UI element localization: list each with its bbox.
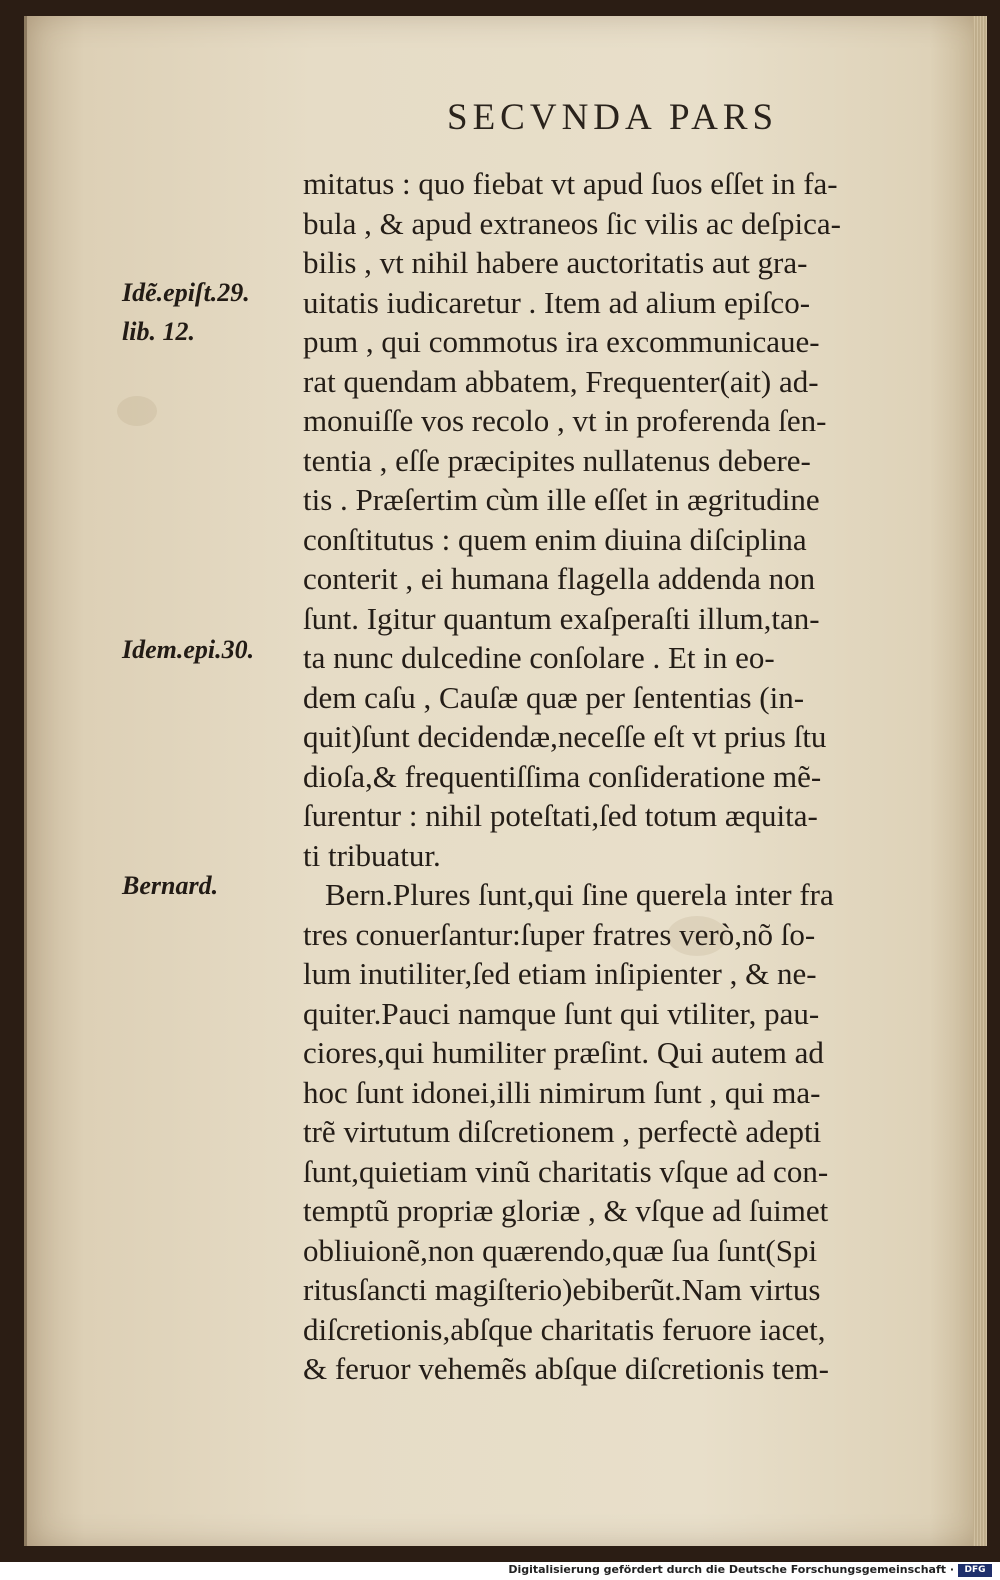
text-line: quit)ſunt decidendæ,neceſſe eſt vt prius ſtu — [303, 719, 827, 754]
dfg-logo: DFG — [958, 1564, 992, 1577]
text-line: pum , qui commotus ira excommunicaue- — [303, 324, 820, 359]
text-line: mitatus : quo fiebat vt apud ſuos eſſet in fa- — [303, 166, 838, 201]
text-line: quiter.Pauci namque ſunt qui vtiliter, pau- — [303, 995, 820, 1031]
text-line: rat quendam abbatem, Frequenter(ait) ad- — [303, 363, 819, 399]
text-line: & feruor vehemẽs abſque diſcretionis tem- — [303, 1351, 829, 1386]
text-line: ti tribuatur. — [303, 837, 441, 873]
text-line: trẽ virtutum diſcretionem , perfectè adepti — [303, 1114, 822, 1149]
text-line: diſcretionis,abſque charitatis feruore iacet, — [303, 1311, 826, 1347]
text-line: uitatis iudicaretur . Item ad alium epiſco- — [303, 284, 811, 320]
body-text — [303, 164, 943, 1389]
text-line: Bern.Plures ſunt,qui ſine querela inter fra — [325, 877, 834, 912]
text-line: tres conuerſantur:ſuper fratres verò,nõ ſo- — [303, 916, 816, 952]
book-page — [24, 16, 987, 1546]
text-line: ta nunc dulcedine conſolare . Et in eo- — [303, 640, 775, 675]
text-line: ſunt. Igitur quantum exaſperaſti illum,tan- — [303, 600, 820, 636]
text-line: conſtitutus : quem enim diuina diſciplina — [303, 521, 807, 557]
text-line: tis . Præſertim cùm ille eſſet in ægritudine — [303, 482, 820, 517]
text-line: bula , & apud extraneos ſic vilis ac deſpica- — [303, 205, 842, 241]
text-line: bilis , vt nihil habere auctoritatis aut gra- — [303, 245, 808, 280]
text-line: ciores,qui humiliter præſint. Qui autem ad — [303, 1035, 824, 1070]
funding-credit: Digitalisierung gefördert durch die Deutsche Forschungsgemeinschaft · — [508, 1563, 954, 1576]
text-line: temptũ propriæ gloriæ , & vſque ad ſuimet — [303, 1193, 829, 1228]
page-edge — [973, 16, 987, 1546]
text-line: dem caſu , Cauſæ quæ per ſententias (in- — [303, 679, 805, 715]
running-head: SECVNDA PARS — [447, 97, 779, 138]
text-line: ritusſancti magiſterio)ebiberũt.Nam virtus — [303, 1272, 821, 1307]
margin-note: lib. 12. — [122, 317, 195, 346]
margin-note: Idem.epi.30. — [122, 635, 255, 664]
text-line: tentia , eſſe præcipites nullatenus debere- — [303, 442, 811, 478]
margin-note: Idẽ.epiſt.29. — [122, 278, 250, 307]
text-line: obliuionẽ,non quærendo,quæ ſua ſunt(Spi — [303, 1232, 818, 1268]
margin-note: Bernard. — [122, 871, 219, 900]
text-line: conterit , ei humana flagella addenda non — [303, 561, 816, 596]
text-line: ſurentur : nihil poteſtati,ſed totum æquita- — [303, 798, 818, 833]
text-line: dioſa,& frequentiſſima conſideratione mẽ- — [303, 758, 822, 794]
text-line: lum inutiliter,ſed etiam inſipienter , & ne- — [303, 956, 817, 991]
digitization-footer — [0, 1562, 1000, 1580]
text-line: ſunt,quietiam vinũ charitatis vſque ad con- — [303, 1153, 829, 1189]
paper-stain — [117, 396, 157, 426]
text-line: hoc ſunt idonei,illi nimirum ſunt , qui ma- — [303, 1074, 821, 1110]
text-line: monuiſſe vos recolo , vt in proferenda ſen- — [303, 403, 827, 438]
